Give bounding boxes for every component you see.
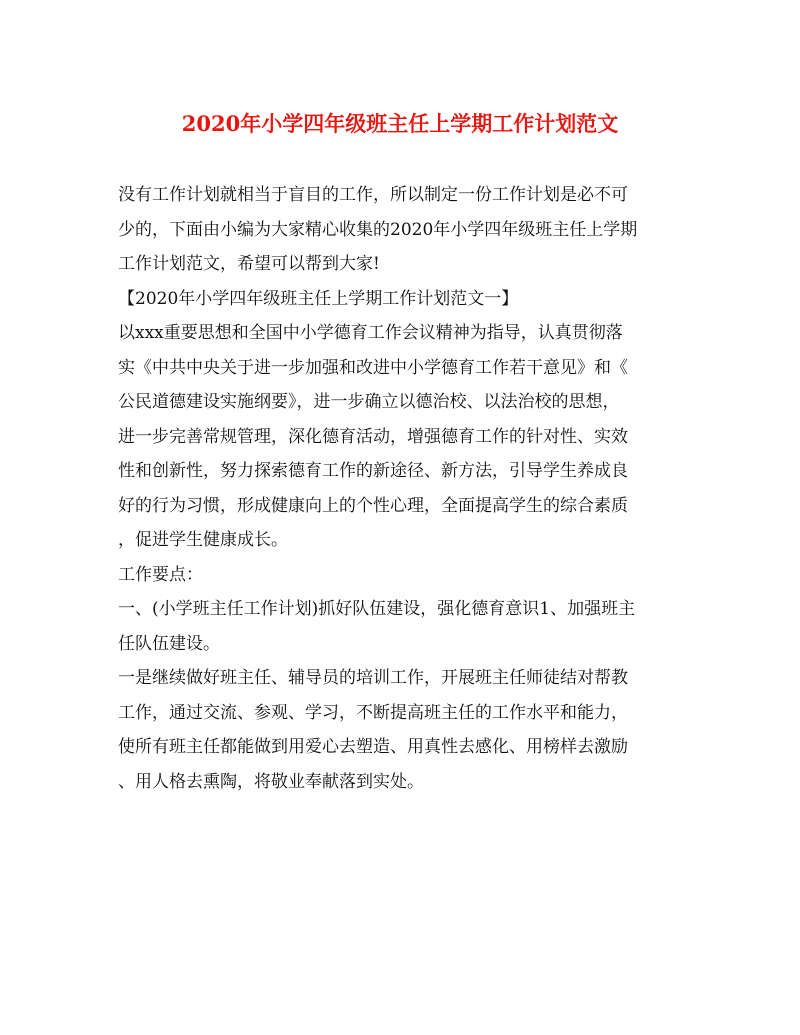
body-line-11: ，促进学生健康成长。: [118, 530, 288, 550]
body-line-15: 一是继续做好班主任、辅导员的培训工作，开展班主任师徒结对帮教: [118, 668, 628, 688]
document-body: [118, 178, 696, 799]
body-line-5: 以xxx重要思想和全国中小学德育工作会议精神为指导，认真贯彻落: [118, 323, 623, 343]
section-heading: 【2020年小学四年级班主任上学期工作计划范文一】: [118, 288, 519, 309]
body-line-3: 工作计划范文，希望可以帮到大家!: [118, 254, 380, 274]
body-line-10: 好的行为习惯，形成健康向上的个性心理，全面提高学生的综合素质: [118, 495, 628, 516]
body-line-2: 少的，下面由小编为大家精心收集的2020年小学四年级班主任上学期: [118, 219, 638, 240]
body-line-6: 实《中共中央关于进一步加强和改进中小学德育工作若干意见》和《: [118, 357, 628, 378]
body-line-7: 公民道德建设实施纲要》，进一步确立以德治校、以法治校的思想，: [118, 392, 620, 412]
document-title: 2020年小学四年级班主任上学期工作计划范文: [181, 111, 619, 136]
body-line-8: 进一步完善常规管理，深化德育活动，增强德育工作的针对性、实效: [118, 426, 628, 447]
body-line-9: 性和创新性，努力探索德育工作的新途径、新方法，引导学生养成良: [118, 461, 628, 481]
work-points-heading: 工作要点：: [118, 564, 203, 585]
body-line-1: 没有工作计划就相当于盲目的工作，所以制定一份工作计划是必不可: [118, 185, 628, 205]
body-line-14: 任队伍建设。: [118, 633, 220, 654]
body-line-17: 使所有班主任都能做到用爱心去塑造、用真性去感化、用榜样去激励: [118, 737, 628, 757]
body-line-16: 工作，通过交流、参观、学习，不断提高班主任的工作水平和能力，: [118, 702, 628, 723]
body-line-18: 、用人格去熏陶，将敬业奉献落到实处。: [118, 771, 424, 792]
body-line-13: 一、(小学班主任工作计划)抓好队伍建设，强化德育意识1、加强班主: [118, 599, 636, 619]
